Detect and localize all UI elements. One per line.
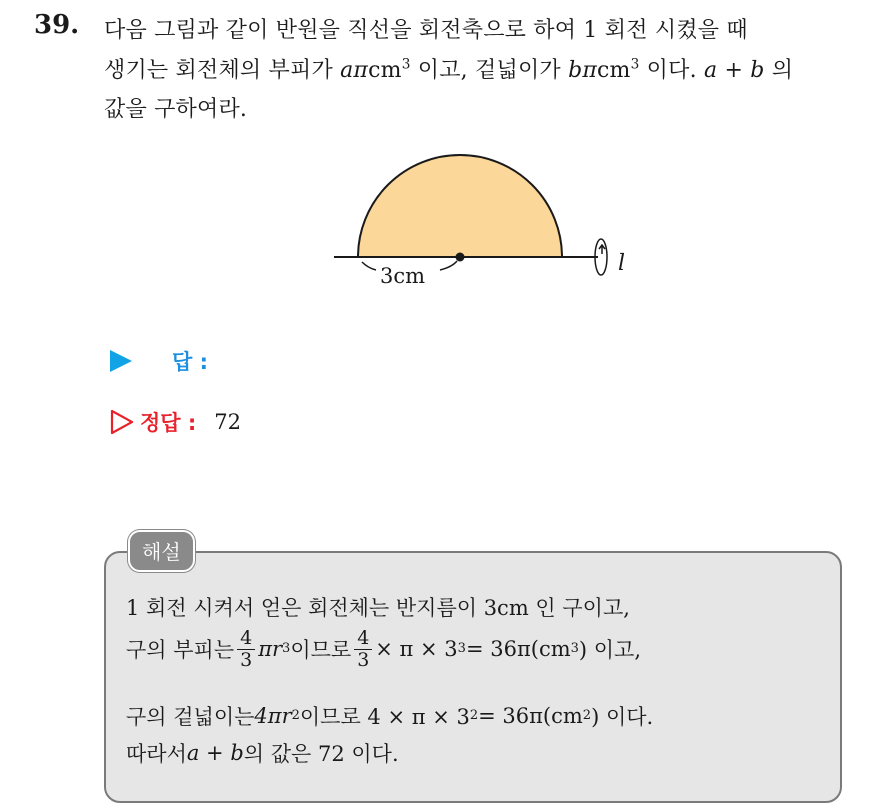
q2-exp-2: 3 bbox=[630, 56, 640, 73]
ex2-text-b: πr bbox=[258, 637, 283, 662]
fraction-2-den: 3 bbox=[357, 648, 370, 671]
correct-label: 정답 : bbox=[140, 411, 197, 435]
outline-play-icon bbox=[110, 409, 134, 435]
answer-row bbox=[110, 346, 208, 376]
explanation-line-4 bbox=[126, 738, 399, 768]
ex2-text-a: 구의 부피는 bbox=[126, 638, 235, 663]
arrow-head-icon bbox=[599, 245, 605, 254]
q2-expr: a + b bbox=[703, 58, 765, 83]
fraction-1-den: 3 bbox=[240, 648, 253, 671]
semicircle-shape bbox=[358, 155, 562, 257]
q2-text-d: 의 bbox=[764, 58, 794, 83]
fraction-1-num: 4 bbox=[237, 628, 255, 650]
fraction-2 bbox=[354, 628, 372, 671]
q2-exp-1: 3 bbox=[401, 56, 411, 73]
ex4-text-a: 따라서 bbox=[126, 742, 187, 766]
question-line-3: 값을 구하여라. bbox=[104, 97, 248, 122]
play-icon bbox=[110, 350, 132, 372]
ex2-text-c: 이므로 bbox=[290, 638, 352, 663]
ex3-text-d: = 36π(cm bbox=[478, 704, 583, 728]
ex2-text-d: × π × 3 bbox=[375, 637, 458, 662]
ex3-text-e: ) 이다. bbox=[591, 705, 654, 729]
q2-unit-2: cm bbox=[597, 58, 631, 83]
q2-var-a: aπ bbox=[340, 58, 369, 83]
semicircle-figure bbox=[330, 150, 650, 304]
ex3-text-a: 구의 겉넓이는 bbox=[126, 705, 255, 729]
ex3-text-b: 4πr bbox=[254, 704, 292, 728]
explanation-tag: 해설 bbox=[128, 530, 195, 572]
radius-brace-left bbox=[362, 262, 376, 270]
q2-var-b: bπ bbox=[568, 58, 598, 83]
correct-answer-row bbox=[110, 407, 241, 437]
center-point bbox=[456, 253, 465, 262]
q2-text-c: 이다. bbox=[639, 58, 704, 83]
q2-unit-1: cm bbox=[368, 58, 402, 83]
q2-text-a: 생기는 회전체의 부피가 bbox=[104, 58, 341, 83]
radius-label: 3cm bbox=[380, 264, 426, 288]
ex4-text-b: 의 값은 72 이다. bbox=[243, 742, 399, 766]
ex2-text-f: ) 이고, bbox=[578, 638, 642, 663]
radius-brace-right bbox=[440, 261, 457, 270]
explanation-line-3: 구의 겉넓이는 4πr 2 이므로 4 × π × 3 2 = 36π(cm 2 ) 이다. bbox=[126, 701, 653, 731]
explanation-line-1: 1 회전 시켜서 얻은 회전체는 반지름이 3cm 인 구이고, bbox=[126, 596, 630, 620]
ex2-text-e: = 36π(cm bbox=[465, 637, 571, 662]
question-line-1: 다음 그림과 같이 반원을 직선을 회전축으로 하여 1 회전 시켰을 때 bbox=[104, 18, 748, 43]
fraction-2-num: 4 bbox=[354, 628, 372, 650]
axis-label: l bbox=[618, 251, 626, 276]
question-number: 39. bbox=[34, 10, 80, 40]
fraction-1 bbox=[237, 628, 255, 671]
question-line-2 bbox=[104, 53, 793, 84]
explanation-line-2: 구의 부피는 $\frac{4}{3}$ πr 3 이므로 $\frac{4}{3}$ × π × 3 3 = 36π(cm 3 ) 이고, bbox=[126, 627, 642, 671]
correct-value: 72 bbox=[214, 410, 242, 434]
ex4-expr: a + b bbox=[186, 741, 244, 765]
ex3-text-c: 이므로 4 × π × 3 bbox=[299, 705, 470, 729]
answer-label: 답 : bbox=[172, 350, 208, 374]
q2-text-b: 이고, 겉넓이가 bbox=[410, 58, 569, 83]
figure-svg bbox=[330, 150, 650, 300]
